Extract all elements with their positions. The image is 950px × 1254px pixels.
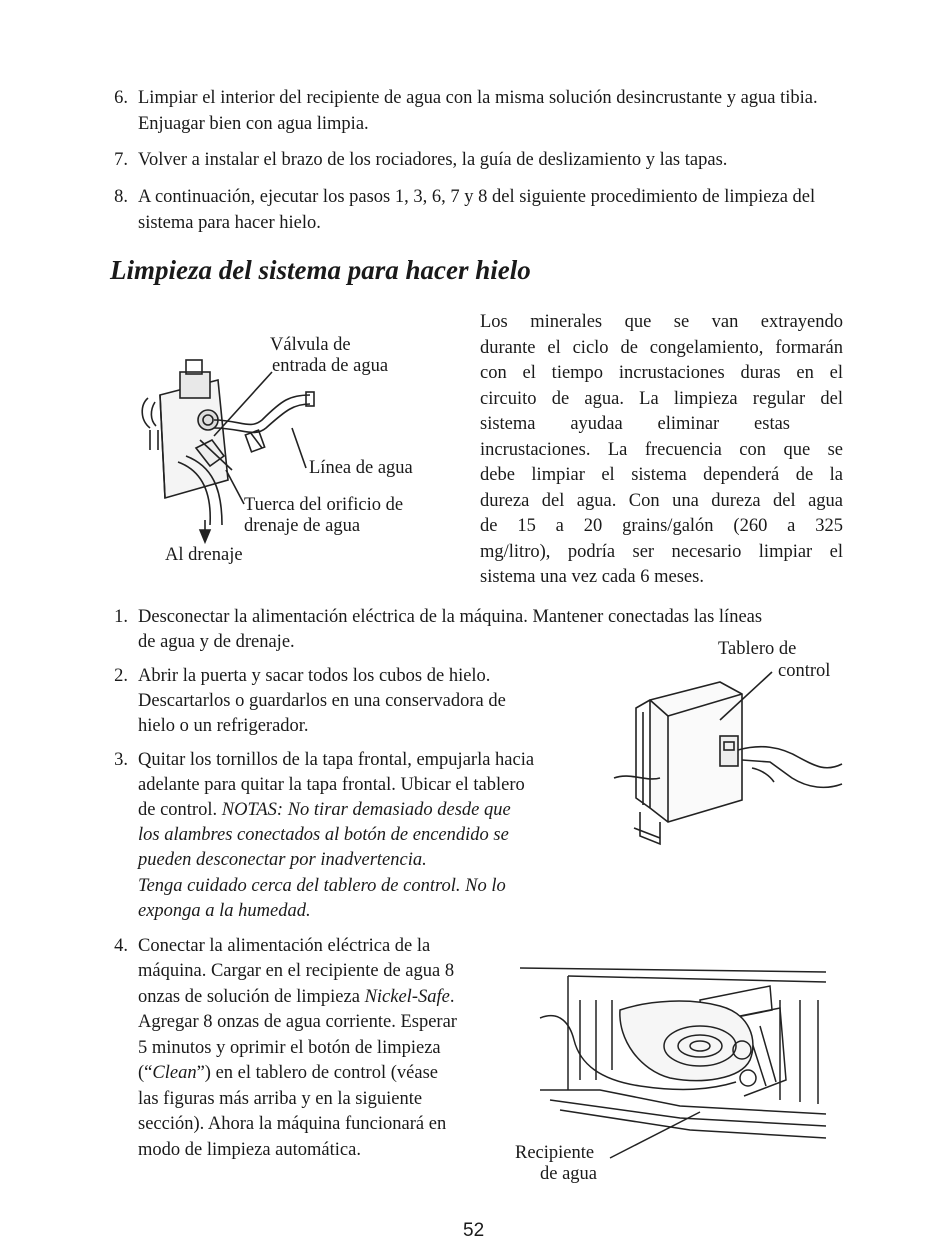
step-text: Desconectar la alimentación eléctrica de la máquina. Mantener conectadas las líneas (138, 607, 763, 627)
step-text: modo de limpieza automática. (138, 1140, 361, 1160)
water-line-label: Línea de agua (309, 458, 413, 478)
to-drain-label: Al drenaje (165, 545, 243, 565)
intro-line: con el tiempo incrustaciones duras en el (480, 363, 843, 383)
intro-line: de 15 a 20 grains/galón (260 a 325 (480, 516, 843, 536)
step-text: Conectar la alimentación eléctrica de la (138, 936, 431, 956)
control-panel-label: Tablero de (718, 639, 797, 659)
step-text: de agua y de drenaje. (138, 632, 295, 652)
step-text: Limpiar el interior del recipiente de agua con la misma solución desincrustante y agua tibia. Enjuagar bien con agua limpia. (138, 88, 818, 134)
valve-label: entrada de agua (272, 356, 389, 376)
control-panel-label: control (778, 661, 831, 681)
step-text: Agregar 8 onzas de agua corriente. Esperar (138, 1012, 457, 1032)
note-text: NOTAS: No tirar demasiado desde que (221, 800, 511, 820)
step-number: 6. (114, 88, 128, 108)
step-text: Abrir la puerta y sacar todos los cubos de hielo. (138, 666, 491, 686)
intro-line: durante el ciclo de congelamiento, formarán (480, 337, 843, 358)
step-text-plain: de control. (138, 800, 222, 820)
step-text: A continuación, ejecutar los pasos 1, 3, 6, 7 y 8 del siguiente procedimiento de limpieza del sistema para hacer hielo. (138, 187, 816, 233)
intro-line: Los minerales que se van extrayendo (480, 312, 843, 332)
reservoir-label: Recipiente (515, 1143, 595, 1163)
step-number: 2. (114, 666, 128, 686)
section-title: Limpieza del sistema para hacer hielo (110, 255, 531, 285)
reservoir-label: de agua (540, 1164, 598, 1184)
intro-line: debe limpiar el sistema dependerá de la (480, 465, 843, 485)
step-text: Quitar los tornillos de la tapa frontal, empujarla hacia (138, 750, 535, 770)
step-number: 7. (114, 150, 128, 170)
intro-line: dureza del agua. Con una dureza del agua (480, 490, 843, 511)
note-text: exponga a la humedad. (138, 901, 311, 921)
intro-line: incrustaciones. La frecuencia con que se (480, 439, 843, 460)
page-number: 52 (463, 1220, 485, 1241)
step-text: hielo o un refrigerador. (138, 716, 309, 736)
note-text: los alambres conectados al botón de encendido se (138, 825, 509, 845)
step-text-plain: onzas de solución de limpieza (138, 987, 365, 1007)
step-text: máquina. Cargar en el recipiente de agua 8 (138, 961, 455, 981)
step-text-plain: ”) en el tablero de control (véase (196, 1063, 438, 1083)
step-text: Descartarlos o guardarlos en una conservadora de (138, 691, 506, 711)
intro-line: sistema una vez cada 6 meses. (480, 567, 704, 587)
intro-line: circuito de agua. La limpieza regular del (480, 388, 843, 409)
note-text: Tenga cuidado cerca del tablero de control. No lo (138, 876, 506, 896)
step-number: 1. (114, 607, 128, 627)
step-text: 5 minutos y oprimir el botón de limpieza (138, 1038, 441, 1058)
step-text: Volver a instalar el brazo de los rociadores, la guía de deslizamiento y las tapas. (138, 150, 728, 170)
note-text: pueden desconectar por inadvertencia. (138, 850, 427, 870)
drain-nut-label: Tuerca del orificio de (244, 495, 404, 515)
step-text: sección). Ahora la máquina funcionará en (138, 1114, 447, 1134)
step-text-plain: . (449, 987, 455, 1007)
drain-nut-label: drenaje de agua (244, 516, 361, 536)
step-text-plain: (“ (138, 1063, 153, 1083)
step-number: 3. (114, 750, 128, 770)
step-number: 4. (114, 936, 128, 956)
step-text: las figuras más arriba y en la siguiente (138, 1089, 423, 1109)
intro-line: mg/litro), podría ser necesario limpiar el (480, 541, 843, 562)
step-text: adelante para quitar la tapa frontal. Ubicar el tablero (138, 775, 525, 795)
step-number: 8. (114, 187, 128, 207)
button-name: Clean (152, 1063, 197, 1083)
valve-label: Válvula de (270, 335, 351, 355)
intro-line: sistema ayudaa eliminar estas (480, 414, 790, 434)
product-name: Nickel-Safe (364, 987, 450, 1007)
